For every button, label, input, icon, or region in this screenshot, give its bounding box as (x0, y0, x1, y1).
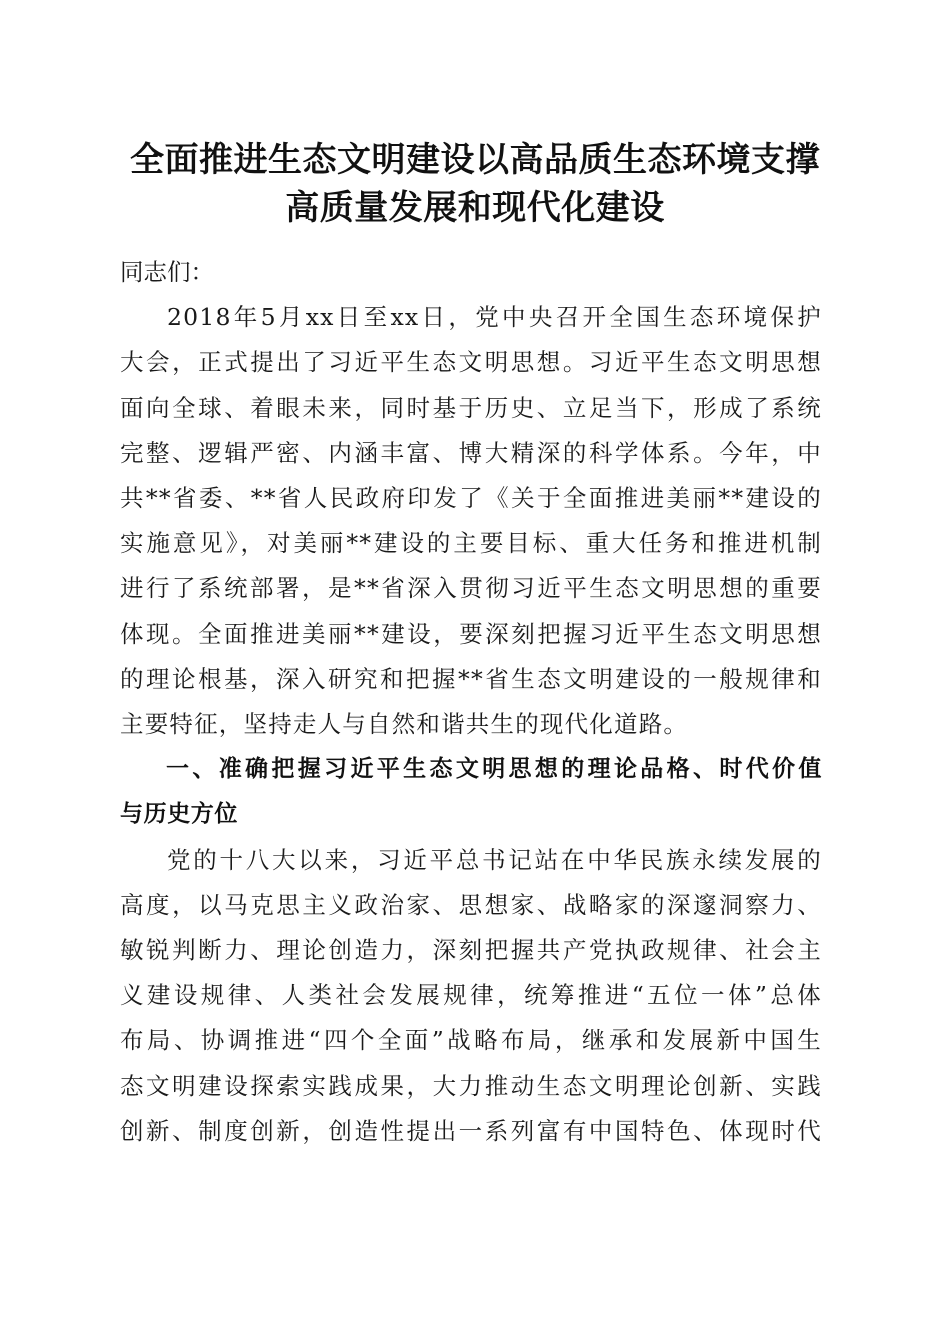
section-heading-1 (120, 747, 822, 837)
section-heading-1-line: 一、准确把握习近平生态文明思想的理论品格、时代价值 (166, 756, 822, 783)
paragraph-1-line: 完整、逻辑严密、内涵丰富、博大精深的科学体系。今年，中 (120, 438, 822, 467)
paragraph-2-line: 创新、制度创新，创造性提出一系列富有中国特色、体现时代 (120, 1116, 822, 1145)
paragraph-1-line: 2018年5月xx日至xx日，党中央召开全国生态环境保护 (167, 303, 822, 332)
paragraph-2-line: 党的十八大以来，习近平总书记站在中华民族永续发展的 (167, 845, 822, 874)
paragraph-1-line: 面向全球、着眼未来，同时基于历史、立足当下，形成了系统 (120, 393, 822, 422)
paragraph-1-line: 进行了系统部署，是**省深入贯彻习近平生态文明思想的重要 (120, 574, 822, 603)
paragraph-1-line: 实施意见》，对美丽**建设的主要目标、重大任务和推进机制 (120, 529, 822, 558)
paragraph-2-line: 态文明建设探索实践成果，大力推动生态文明理论创新、实践 (120, 1071, 822, 1100)
salutation: 同志们： (120, 258, 214, 286)
paragraph-1-line: 大会，正式提出了习近平生态文明思想。习近平生态文明思想 (120, 348, 822, 377)
paragraph-1-line: 的理论根基，深入研究和把握**省生态文明建设的一般规律和 (120, 664, 822, 693)
paragraph-2 (120, 838, 822, 1154)
paragraph-2-line: 敏锐判断力、理论创造力，深刻把握共产党执政规律、社会主 (120, 936, 822, 965)
paragraph-1 (120, 295, 822, 747)
document-title (100, 136, 850, 232)
paragraph-1-line: 主要特征，坚持走人与自然和谐共生的现代化道路。 (120, 710, 689, 739)
paragraph-2-line: 高度，以马克思主义政治家、思想家、战略家的深邃洞察力、 (120, 890, 822, 919)
paragraph-1-line: 共**省委、**省人民政府印发了《关于全面推进美丽**建设的 (120, 484, 822, 513)
paragraph-2-line: 义建设规律、人类社会发展规律，统筹推进“五位一体”总体 (120, 981, 822, 1010)
title-line-1: 全面推进生态文明建设以高品质生态环境支撑 (130, 140, 820, 180)
paragraph-1-line: 体现。全面推进美丽**建设，要深刻把握习近平生态文明思想 (120, 619, 822, 648)
section-heading-1-line: 与历史方位 (120, 801, 238, 828)
paragraph-2-line: 布局、协调推进“四个全面”战略布局，继承和发展新中国生 (120, 1026, 822, 1055)
document-body (120, 250, 822, 1154)
title-line-2: 高质量发展和现代化建设 (285, 188, 665, 228)
